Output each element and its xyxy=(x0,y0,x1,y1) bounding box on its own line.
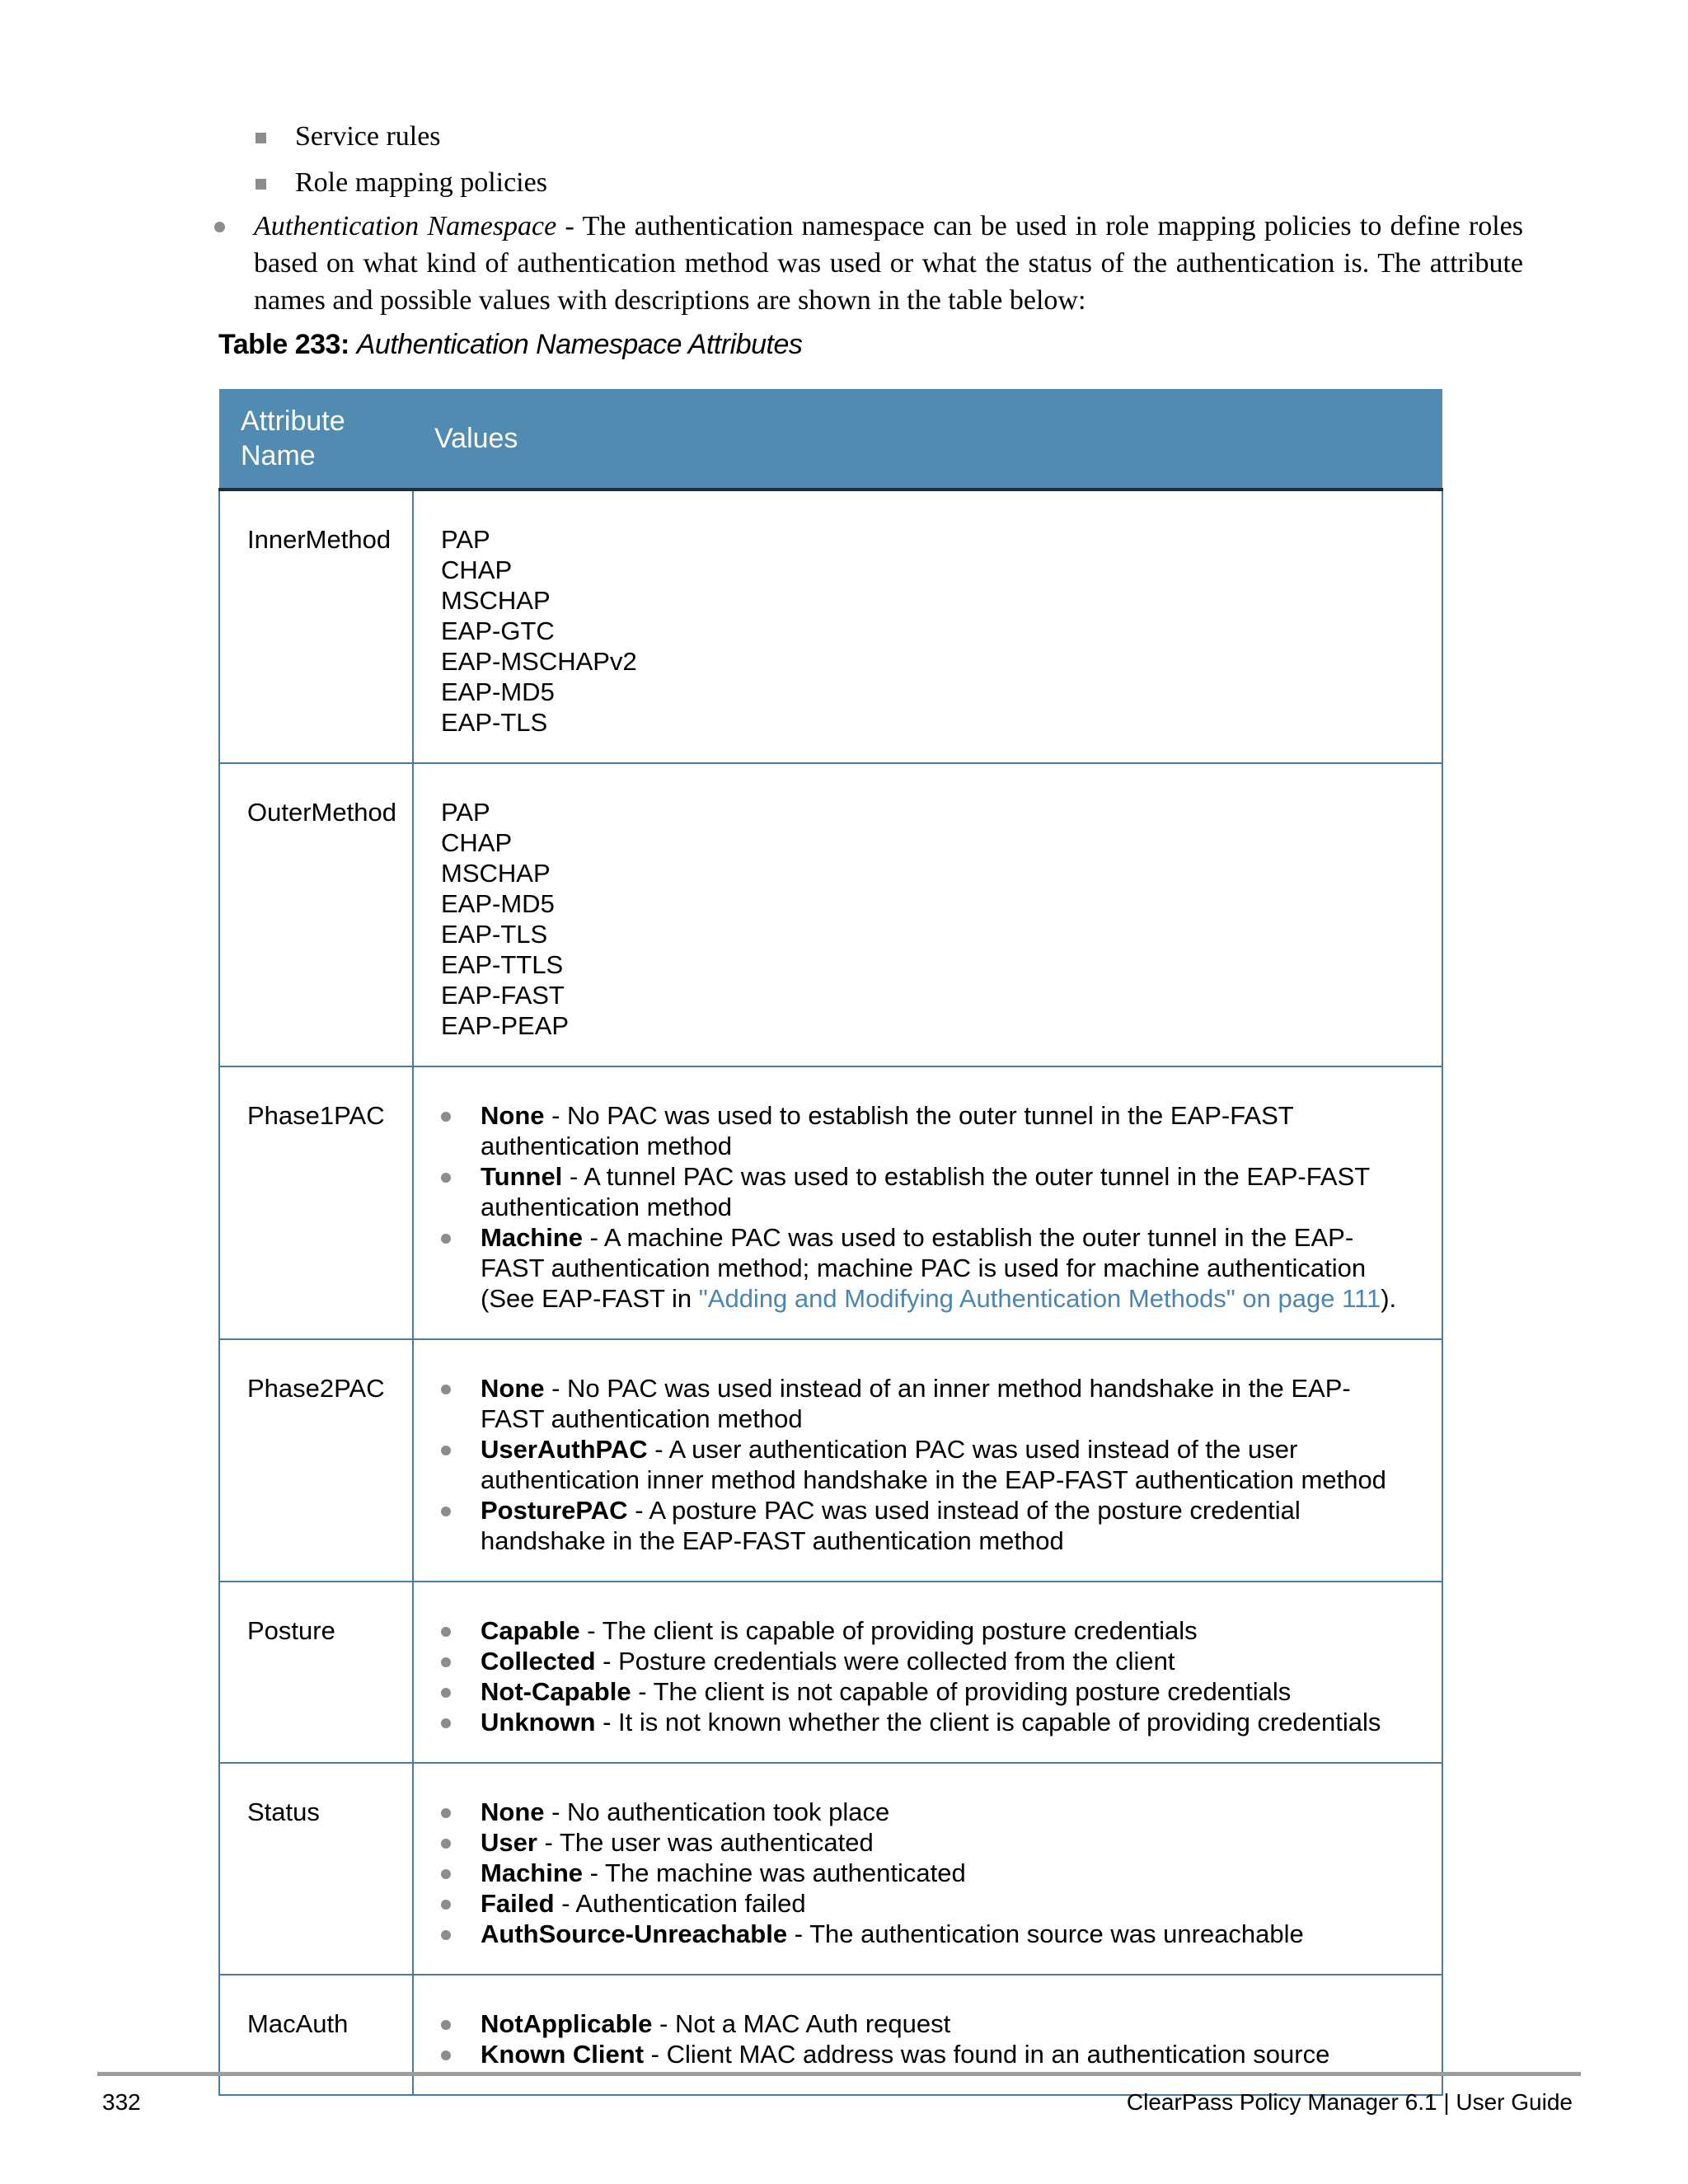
list-item-text: Service rules xyxy=(295,121,441,152)
value-term: None xyxy=(481,1374,545,1403)
value-item: EAP-GTC xyxy=(441,616,555,645)
attribute-values-cell xyxy=(413,1339,1442,1582)
value-item: PAP xyxy=(441,798,490,827)
round-bullet-icon xyxy=(441,1808,451,1818)
value-item: CHAP xyxy=(441,555,513,584)
value-description: - Posture credentials were collected from the client xyxy=(595,1647,1175,1675)
value-item: PAP xyxy=(441,525,490,554)
attribute-name-cell: Posture xyxy=(219,1582,413,1763)
round-bullet-icon xyxy=(441,1839,451,1849)
round-bullet-icon xyxy=(441,1718,451,1728)
list-item xyxy=(441,1797,1409,1827)
value-term: Tunnel xyxy=(481,1162,563,1191)
value-term: Machine xyxy=(481,1223,584,1252)
value-term: AuthSource-Unreachable xyxy=(481,1919,788,1948)
table-row xyxy=(219,490,1442,763)
square-bullet-icon xyxy=(256,179,266,190)
footer-divider xyxy=(97,2072,1581,2076)
value-item: CHAP xyxy=(441,828,513,857)
value-term: Capable xyxy=(481,1616,580,1645)
list-item xyxy=(441,1495,1409,1556)
value-term: NotApplicable xyxy=(481,2009,653,2038)
table-caption-label: Table 233: xyxy=(218,329,349,360)
value-description: - The machine was authenticated xyxy=(583,1858,966,1887)
round-bullet-icon xyxy=(441,2020,451,2030)
list-item xyxy=(441,1100,1409,1161)
value-description: - A machine PAC was used to establish the outer tunnel in the EAP-FAST authentication method; machine PAC is used for machine authentication (See EAP-FAST in xyxy=(481,1223,1367,1313)
value-description: - A user authentication PAC was used instead of the user authentication inner method handshake in the EAP-FAST authentication method xyxy=(481,1435,1386,1494)
value-item: EAP-FAST xyxy=(441,981,565,1010)
round-bullet-icon xyxy=(441,1446,451,1455)
list-item xyxy=(441,1707,1409,1737)
list-item xyxy=(441,1434,1409,1495)
value-term: None xyxy=(481,1797,545,1826)
round-bullet-icon xyxy=(441,1507,451,1516)
list-item xyxy=(441,1646,1409,1676)
list-item xyxy=(213,160,1523,206)
table-row xyxy=(219,1582,1442,1763)
value-item: EAP-TLS xyxy=(441,920,548,949)
list-item xyxy=(441,1827,1409,1858)
list-item xyxy=(441,1222,1409,1314)
attribute-values-cell xyxy=(413,1066,1442,1339)
attribute-name-cell: Phase1PAC xyxy=(219,1066,413,1339)
list-item-text: Role mapping policies xyxy=(295,167,547,198)
list-item xyxy=(441,1919,1409,1949)
value-description: - No PAC was used to establish the outer tunnel in the EAP-FAST authentication method xyxy=(481,1101,1294,1160)
attribute-values-cell xyxy=(413,1763,1442,1975)
auth-namespace-text: - The authentication namespace can be used in role mapping policies to define roles based on what kind of authentication method was used or what the status of the authentication is. The attribute names and possible values with descriptions are shown in the table below: xyxy=(254,211,1523,316)
table-row xyxy=(219,1763,1442,1975)
value-description: - A tunnel PAC was used to establish the outer tunnel in the EAP-FAST authentication method xyxy=(481,1162,1370,1221)
intro-section xyxy=(213,114,1523,319)
table-row xyxy=(219,1975,1442,2095)
list-item xyxy=(441,1676,1409,1707)
value-description: - Not a MAC Auth request xyxy=(652,2009,951,2038)
round-bullet-icon xyxy=(441,1930,451,1940)
value-description-tail: ). xyxy=(1381,1284,1397,1313)
value-term: PosturePAC xyxy=(481,1496,628,1525)
value-bullet-list xyxy=(441,1373,1409,1556)
value-term: User xyxy=(481,1828,537,1857)
round-bullet-icon xyxy=(441,1173,451,1183)
value-bullet-list xyxy=(441,1797,1409,1949)
page-number: 332 xyxy=(102,2089,141,2115)
auth-namespace-term: Authentication Namespace xyxy=(254,211,557,241)
column-header-attribute-name: Attribute Name xyxy=(219,389,413,490)
list-item xyxy=(441,1373,1409,1434)
value-term: Collected xyxy=(481,1647,596,1675)
value-description: - No authentication took place xyxy=(544,1797,890,1826)
value-description: - The authentication source was unreachable xyxy=(787,1919,1304,1948)
value-item: EAP-PEAP xyxy=(441,1011,570,1040)
auth-namespace-paragraph xyxy=(213,208,1523,319)
list-item xyxy=(441,1858,1409,1888)
value-term: Unknown xyxy=(481,1708,596,1736)
round-bullet-icon xyxy=(441,1385,451,1394)
table-body xyxy=(219,490,1442,2095)
table-caption-title: Authentication Namespace Attributes xyxy=(356,329,803,360)
column-header-values: Values xyxy=(413,389,1442,490)
square-bullet-icon xyxy=(256,133,266,143)
attribute-values-cell xyxy=(413,763,1442,1066)
value-item: EAP-MD5 xyxy=(441,677,555,706)
value-term: Known Client xyxy=(481,2040,645,2069)
value-description: - Authentication failed xyxy=(554,1889,806,1918)
round-bullet-icon xyxy=(441,1900,451,1910)
value-term: Machine xyxy=(481,1858,584,1887)
list-item xyxy=(441,1161,1409,1222)
attribute-name-cell: MacAuth xyxy=(219,1975,413,2095)
round-bullet-icon xyxy=(441,1869,451,1879)
value-bullet-list xyxy=(441,1100,1409,1314)
table-row xyxy=(219,763,1442,1066)
attribute-name-cell: Phase2PAC xyxy=(219,1339,413,1582)
attributes-table xyxy=(218,389,1443,2096)
value-item: EAP-MD5 xyxy=(441,889,555,918)
value-description: - Client MAC address was found in an authentication source xyxy=(644,2040,1330,2069)
attribute-values-cell xyxy=(413,490,1442,763)
value-item: MSCHAP xyxy=(441,586,551,615)
attribute-name-cell: InnerMethod xyxy=(219,490,413,763)
value-term: UserAuthPAC xyxy=(481,1435,648,1464)
attribute-name-cell: OuterMethod xyxy=(219,763,413,1066)
round-bullet-icon xyxy=(441,1657,451,1667)
value-description: - It is not known whether the client is capable of providing credentials xyxy=(595,1708,1381,1736)
round-bullet-icon xyxy=(441,1234,451,1244)
round-bullet-icon xyxy=(214,222,225,232)
value-description: - The client is capable of providing posture credentials xyxy=(579,1616,1198,1645)
table-header-row xyxy=(219,389,1442,490)
list-item xyxy=(213,114,1523,160)
value-item: EAP-MSCHAPv2 xyxy=(441,647,637,676)
list-item xyxy=(441,1888,1409,1919)
round-bullet-icon xyxy=(441,1688,451,1698)
document-title: ClearPass Policy Manager 6.1 | User Guide xyxy=(1126,2089,1573,2115)
table-row xyxy=(219,1066,1442,1339)
round-bullet-icon xyxy=(441,1112,451,1122)
cross-reference-link[interactable]: "Adding and Modifying Authentication Methods" on page 111 xyxy=(698,1284,1381,1313)
value-bullet-list xyxy=(441,1615,1409,1737)
value-bullet-list xyxy=(441,2008,1409,2069)
table-caption xyxy=(218,326,802,363)
round-bullet-icon xyxy=(441,2050,451,2060)
attribute-values-cell xyxy=(413,1582,1442,1763)
value-item: MSCHAP xyxy=(441,859,551,888)
attribute-values-cell xyxy=(413,1975,1442,2095)
list-item xyxy=(441,2039,1409,2069)
value-term: None xyxy=(481,1101,545,1130)
list-item xyxy=(441,2008,1409,2039)
value-term: Not-Capable xyxy=(481,1677,631,1706)
value-description: - The user was authenticated xyxy=(537,1828,874,1857)
list-item xyxy=(441,1615,1409,1646)
value-description: - A posture PAC was used instead of the posture credential handshake in the EAP-FAST authentication method xyxy=(481,1496,1301,1555)
attribute-name-cell: Status xyxy=(219,1763,413,1975)
table-row xyxy=(219,1339,1442,1582)
value-description: - The client is not capable of providing posture credentials xyxy=(631,1677,1292,1706)
value-term: Failed xyxy=(481,1889,555,1918)
round-bullet-icon xyxy=(441,1627,451,1637)
value-item: EAP-TTLS xyxy=(441,950,564,979)
value-item: EAP-TLS xyxy=(441,708,548,737)
value-description: - No PAC was used instead of an inner method handshake in the EAP-FAST authentication method xyxy=(481,1374,1351,1433)
